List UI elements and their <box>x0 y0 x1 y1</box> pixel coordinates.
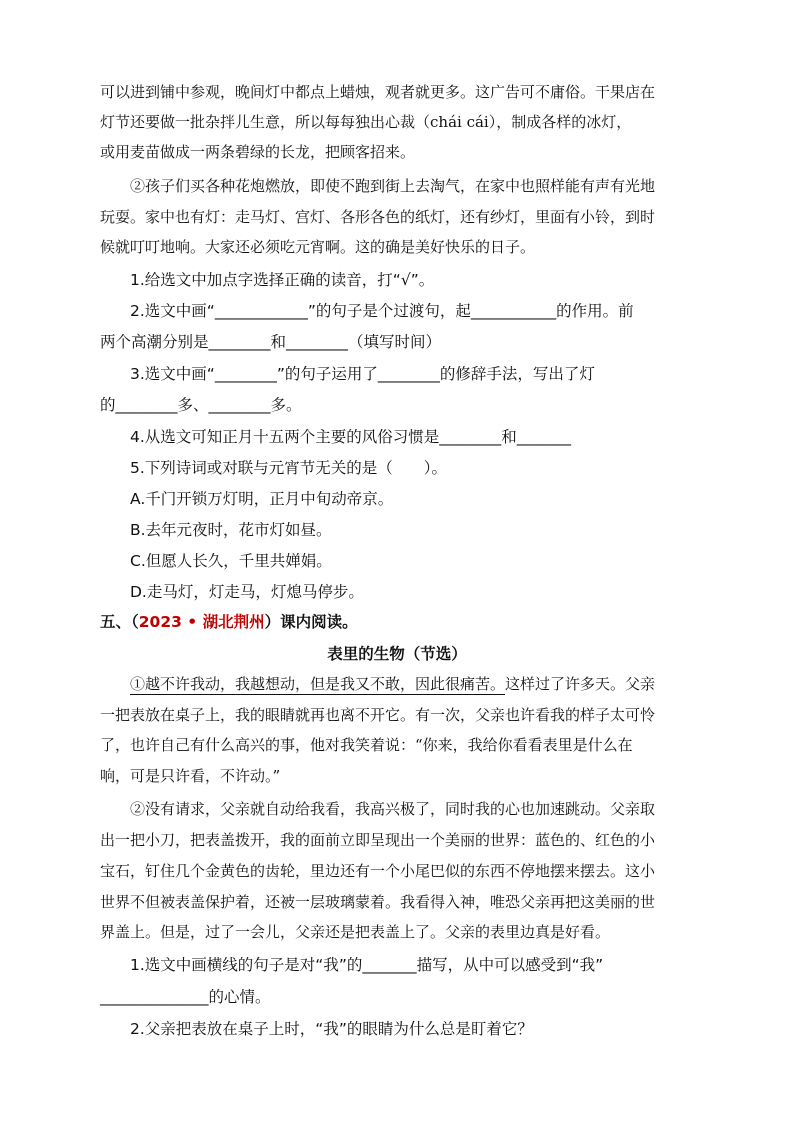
passage1-line-5: 玩耍。家中也有灯：走马灯、宫灯、各形各色的纸灯，还有纱灯，里面有小铃，到时 <box>100 208 656 226</box>
section-5-suffix: ）课内阅读。 <box>264 613 358 631</box>
question-3-line-2: 的________多、________多。 <box>100 396 302 414</box>
question-2-line-1: 2.选文中画“____________”的句子是个过渡句，起___________的作用。前 <box>130 302 634 320</box>
passage2-question-2: 2.父亲把表放在桌子上时，“我”的眼睛为什么总是盯着它？ <box>130 1020 533 1038</box>
option-a: A.千门开锁万灯明，正月中旬动帝京。 <box>130 490 394 508</box>
passage2-line-2: 一把表放在桌子上，我的眼睛就再也离不开它。有一次，父亲也许看我的样子太可怜 <box>100 706 656 724</box>
option-b: B.去年元夜时，花市灯如昼。 <box>130 521 332 539</box>
passage2-line-9: 界盖上。但是，过了一会儿，父亲还是把表盖上了。父亲的表里边真是好看。 <box>100 923 611 941</box>
underlined-sentence: ①越不许我动，我越想动，但是我又不敢，因此很痛苦。 <box>130 675 506 693</box>
passage2-line-7: 宝石，钉住几个金黄色的齿轮，里边还有一个小尾巴似的东西不停地摆来摆去。这小 <box>100 862 656 880</box>
passage2-line-3: 了，也许自己有什么高兴的事，他对我笑着说：“你来，我给你看看表里是什么在 <box>100 736 633 754</box>
passage1-line-1: 可以进到铺中参观，晚间灯中都点上蜡烛，观者就更多。这广告可不庸俗。干果店在 <box>100 83 656 101</box>
passage1-line-4: ②孩子们买各种花炮燃放，即使不跑到街上去淘气，在家中也照样能有声有光地 <box>130 177 656 195</box>
question-1: 1.给选文中加点字选择正确的读音，打“√”。 <box>130 271 435 289</box>
question-4: 4.从选文可知正月十五两个主要的风俗习惯是________和_______ <box>130 428 572 446</box>
section-5-prefix: 五、（ <box>100 613 139 631</box>
passage1-line-2: 灯节还要做一批杂拌儿生意，所以每每独出心裁（chái cái），制成各样的冰灯， <box>100 113 632 131</box>
passage2-line-1 <box>130 674 730 694</box>
passage2-question-1-line-1: 1.选文中画横线的句子是对“我”的_______描写，从中可以感受到“我” <box>130 956 604 974</box>
passage2-line-1-rest: 这样过了许多天。父亲 <box>505 675 656 693</box>
passage2-line-6: 出一把小刀，把表盖拨开，我的面前立即呈现出一个美丽的世界：蓝色的、红色的小 <box>100 831 656 849</box>
question-5: 5.下列诗词或对联与元宵节无关的是（ ）。 <box>130 459 448 477</box>
passage1-line-6: 候就叮叮地响。大家还必须吃元宵啊。这的确是美好快乐的日子。 <box>100 238 536 256</box>
question-2-line-2: 两个高潮分别是________和________（填写时间） <box>100 333 442 351</box>
question-3-line-1: 3.选文中画“________”的句子运用了________的修辞手法，写出了灯 <box>130 365 595 383</box>
passage1-line-3: 或用麦苗做成一两条碧绿的长龙，把顾客招来。 <box>100 143 416 161</box>
passage2-line-5: ②没有请求，父亲就自动给我看，我高兴极了，同时我的心也加速跳动。父亲取 <box>130 800 656 818</box>
option-d: D.走马灯，灯走马，灯熄马停步。 <box>130 583 364 601</box>
passage2-line-4: 响，可是只许看，不许动。” <box>100 767 281 785</box>
option-c: C.但愿人长久，千里共婵娟。 <box>130 552 332 570</box>
section-5-heading <box>100 612 700 632</box>
section-5-source: 2023 • 湖北荆州 <box>138 613 265 631</box>
passage2-title: 表里的生物（节选） <box>327 645 467 663</box>
passage2-question-1-line-2: ______________的心情。 <box>100 988 271 1006</box>
passage2-line-8: 世界不但被表盖保护着，还被一层玻璃蒙着。我看得入神，唯恐父亲再把这美丽的世 <box>100 893 656 911</box>
